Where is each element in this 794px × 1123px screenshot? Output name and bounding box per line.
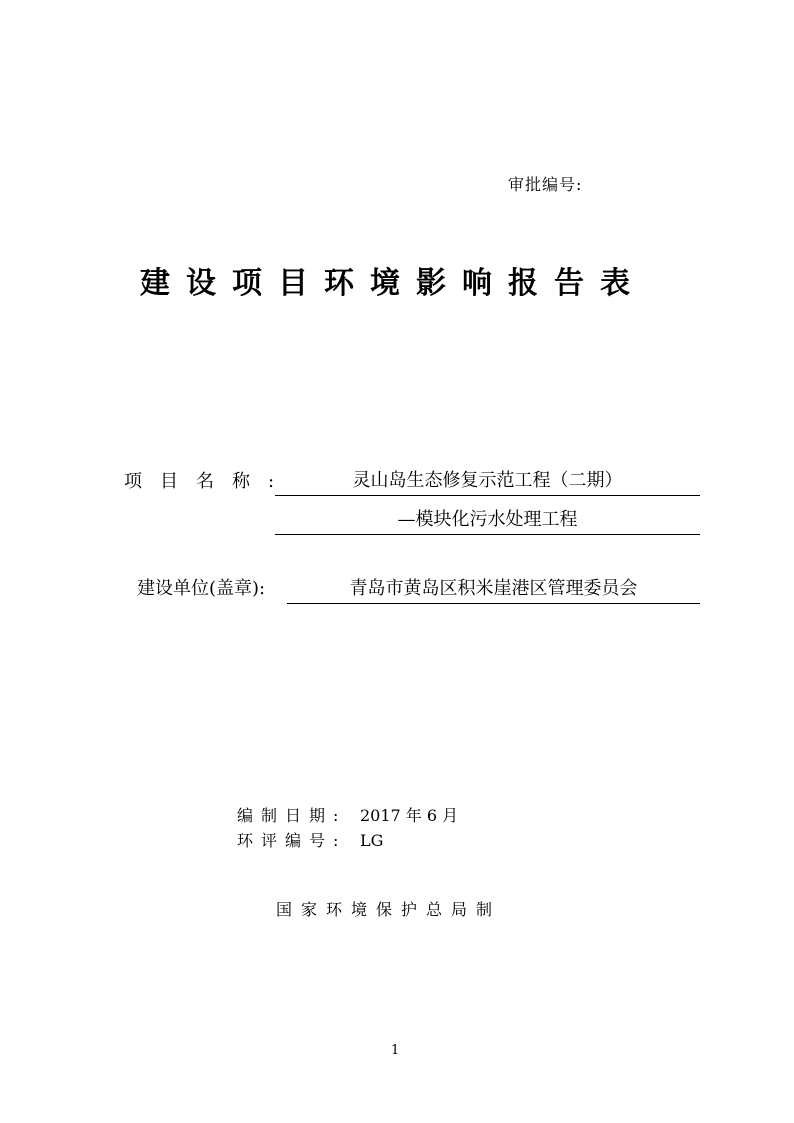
- eia-number-label: 环评编号:: [237, 831, 347, 850]
- compile-date-label: 编制日期:: [237, 806, 347, 825]
- issuing-authority: 国家环境保护总局制: [276, 900, 502, 919]
- project-name-line-1: 灵山岛生态修复示范工程（二期）: [275, 469, 700, 496]
- construction-unit-value: 青岛市黄岛区积米崖港区管理委员会: [287, 577, 700, 604]
- project-name-label: 项目名称:: [124, 471, 293, 492]
- approval-number-label: 审批编号:: [508, 175, 583, 194]
- construction-unit-label: 建设单位(盖章):: [137, 578, 266, 599]
- document-title: 建设项目环境影响报告表: [140, 266, 646, 301]
- compile-date-value: 2017 年 6 月: [360, 806, 459, 825]
- page-number: 1: [391, 1043, 400, 1058]
- project-name-line-2: —模块化污水处理工程: [275, 508, 700, 535]
- eia-number-value: LG: [360, 831, 384, 850]
